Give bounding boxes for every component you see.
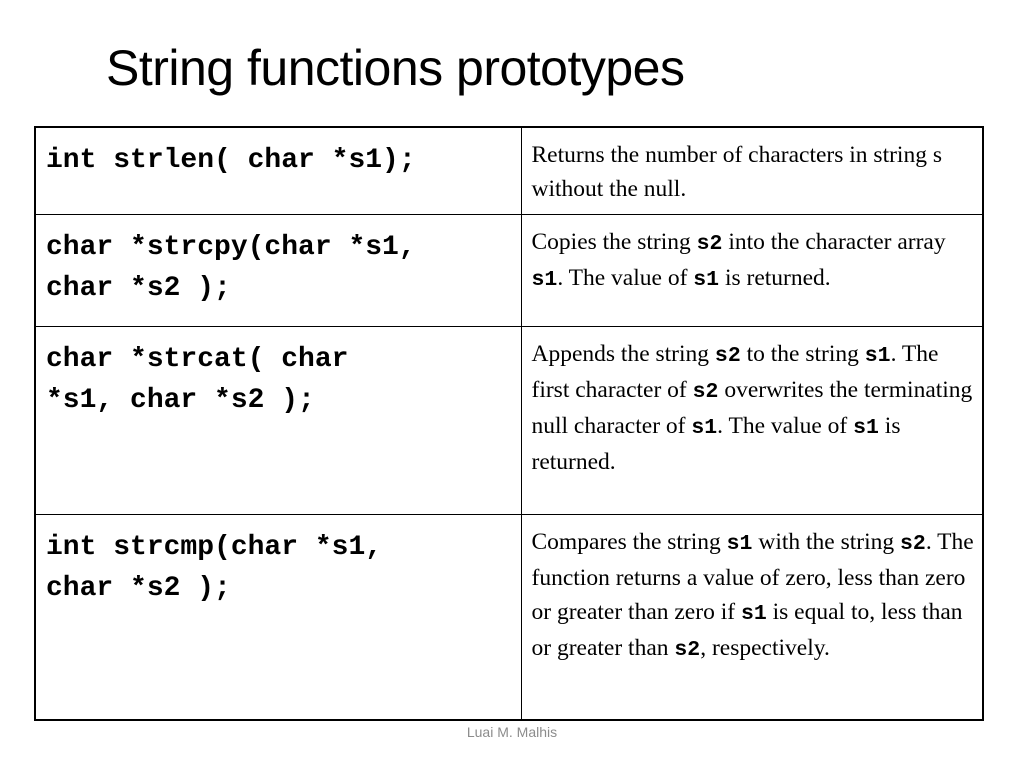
- description-run: . The value of: [717, 413, 854, 439]
- inline-code: s1: [531, 268, 558, 292]
- prototype-code: [36, 327, 521, 421]
- slide-title: String functions prototypes: [106, 40, 685, 96]
- prototype-line: *s1, char *s2 );: [46, 385, 315, 416]
- description-run: with the string: [752, 529, 900, 555]
- prototype-code: [36, 215, 521, 309]
- inline-code: s2: [714, 344, 741, 368]
- prototype-line: char *strcat( char: [46, 344, 349, 375]
- prototype-cell: [35, 127, 521, 215]
- prototype-line: char *strcpy(char *s1,: [46, 232, 416, 263]
- description-text: [522, 515, 983, 667]
- description-run: is equal to, less than or greater than: [531, 599, 963, 661]
- inline-code: s1: [691, 416, 718, 440]
- description-cell: [521, 215, 983, 327]
- description-run: Appends the string: [531, 341, 715, 367]
- inline-code: s2: [696, 232, 723, 256]
- description-run: Returns the number of characters in string s without the null.: [531, 142, 942, 202]
- inline-code: s1: [864, 344, 891, 368]
- prototype-line: char *s2 );: [46, 273, 231, 304]
- description-run: Copies the string: [531, 229, 697, 255]
- table-row-strcat: [35, 327, 983, 515]
- table-row-strcmp: [35, 515, 983, 721]
- prototypes-table: [34, 126, 984, 721]
- prototype-cell: [35, 327, 521, 515]
- description-run: . The first character of: [531, 341, 939, 403]
- description-text: [522, 327, 983, 479]
- inline-code: s1: [740, 602, 767, 626]
- inline-code: s2: [692, 380, 719, 404]
- inline-code: s2: [674, 638, 701, 662]
- description-run: into the character array: [722, 229, 946, 255]
- description-run: . The function returns a value of zero, less than zero or greater than zero if: [531, 529, 974, 625]
- description-cell: [521, 327, 983, 515]
- prototype-cell: [35, 515, 521, 721]
- description-run: is returned.: [719, 265, 831, 291]
- description-run: to the string: [740, 341, 865, 367]
- inline-code: s1: [853, 416, 879, 440]
- description-cell: [521, 515, 983, 721]
- inline-code: s2: [900, 532, 926, 556]
- description-run: . The value of: [557, 265, 694, 291]
- description-text: [522, 128, 983, 206]
- prototype-code: [36, 128, 521, 181]
- description-text: [522, 215, 983, 297]
- inline-code: s1: [726, 532, 753, 556]
- description-run: Compares the string: [531, 529, 727, 555]
- footer-author: Luai M. Malhis: [466, 724, 558, 740]
- inline-code: s1: [693, 268, 720, 292]
- prototype-cell: [35, 215, 521, 327]
- table-row-strcpy: [35, 215, 983, 327]
- prototype-code: [36, 515, 521, 609]
- description-run: overwrites the terminating null character of: [531, 377, 973, 439]
- prototype-line: int strlen( char *s1);: [46, 145, 416, 176]
- prototype-line: char *s2 );: [46, 573, 231, 604]
- description-cell: [521, 127, 983, 215]
- description-run: is returned.: [531, 413, 901, 475]
- prototype-line: int strcmp(char *s1,: [46, 532, 383, 563]
- description-run: , respectively.: [700, 635, 830, 661]
- table-row-strlen: [35, 127, 983, 215]
